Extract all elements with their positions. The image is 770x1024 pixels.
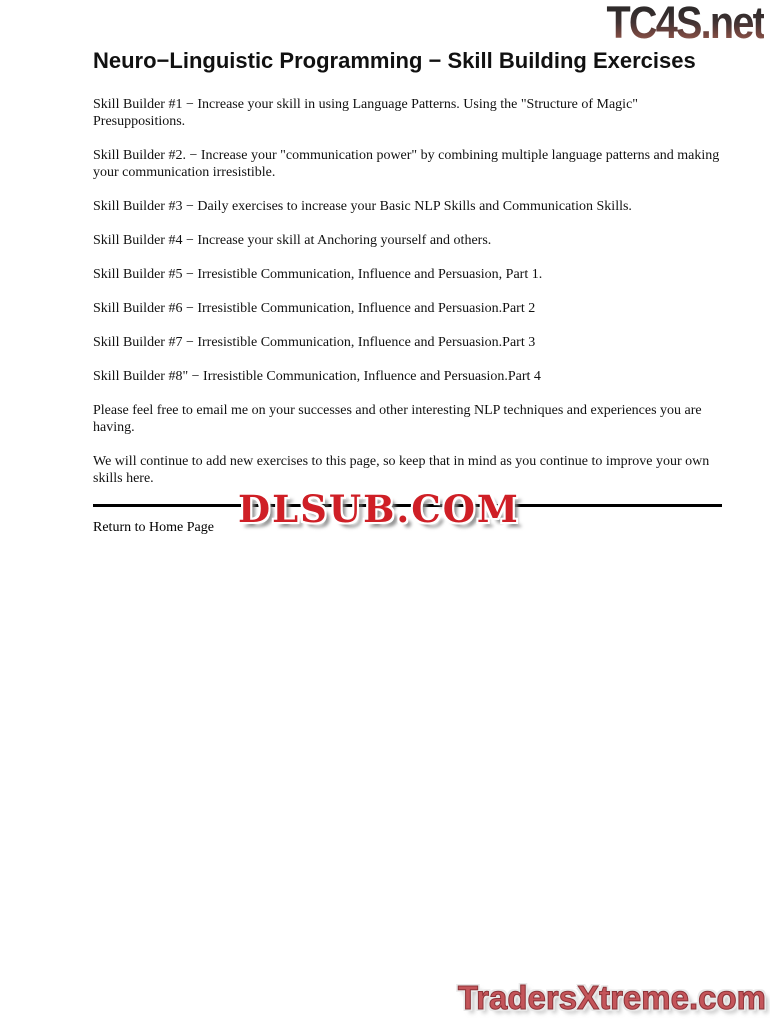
paragraph-skill-builder-2: Skill Builder #2. − Increase your "communication power" by combining multiple language patterns and making your communication irresistible. [93, 147, 720, 180]
paragraph-skill-builder-4: Skill Builder #4 − Increase your skill at Anchoring yourself and others. [93, 232, 492, 248]
paragraph-skill-builder-5: Skill Builder #5 − Irresistible Communication, Influence and Persuasion, Part 1. [93, 266, 543, 282]
tradersxtreme-watermark-logo: TradersXtreme.com [457, 979, 766, 1016]
tc4s-watermark-logo: TC4S.net [606, 0, 764, 48]
return-home-link[interactable]: Return to Home Page [93, 519, 214, 535]
article [0, 0, 722, 536]
paragraph-email-invitation: Please feel free to email me on your successes and other interesting NLP techniques and experiences you are having. [93, 402, 702, 435]
paragraph-skill-builder-6: Skill Builder #6 − Irresistible Communication, Influence and Persuasion.Part 2 [93, 300, 536, 316]
paragraph-skill-builder-3: Skill Builder #3 − Daily exercises to increase your Basic NLP Skills and Communication Skills. [93, 198, 632, 214]
paragraph-skill-builder-8: Skill Builder #8" − Irresistible Communication, Influence and Persuasion.Part 4 [93, 368, 541, 384]
dlsub-watermark-logo: DLSUB.COM [238, 487, 520, 531]
page-title: Neuro−Linguistic Programming − Skill Building Exercises [93, 48, 696, 73]
paragraph-skill-builder-1: Skill Builder #1 − Increase your skill in using Language Patterns. Using the "Structure of Magic" Presuppositions. [93, 96, 639, 129]
paragraph-skill-builder-7: Skill Builder #7 − Irresistible Communication, Influence and Persuasion.Part 3 [93, 334, 536, 350]
paragraph-new-exercises-note: We will continue to add new exercises to this page, so keep that in mind as you continue to improve your own skills here. [93, 453, 710, 486]
